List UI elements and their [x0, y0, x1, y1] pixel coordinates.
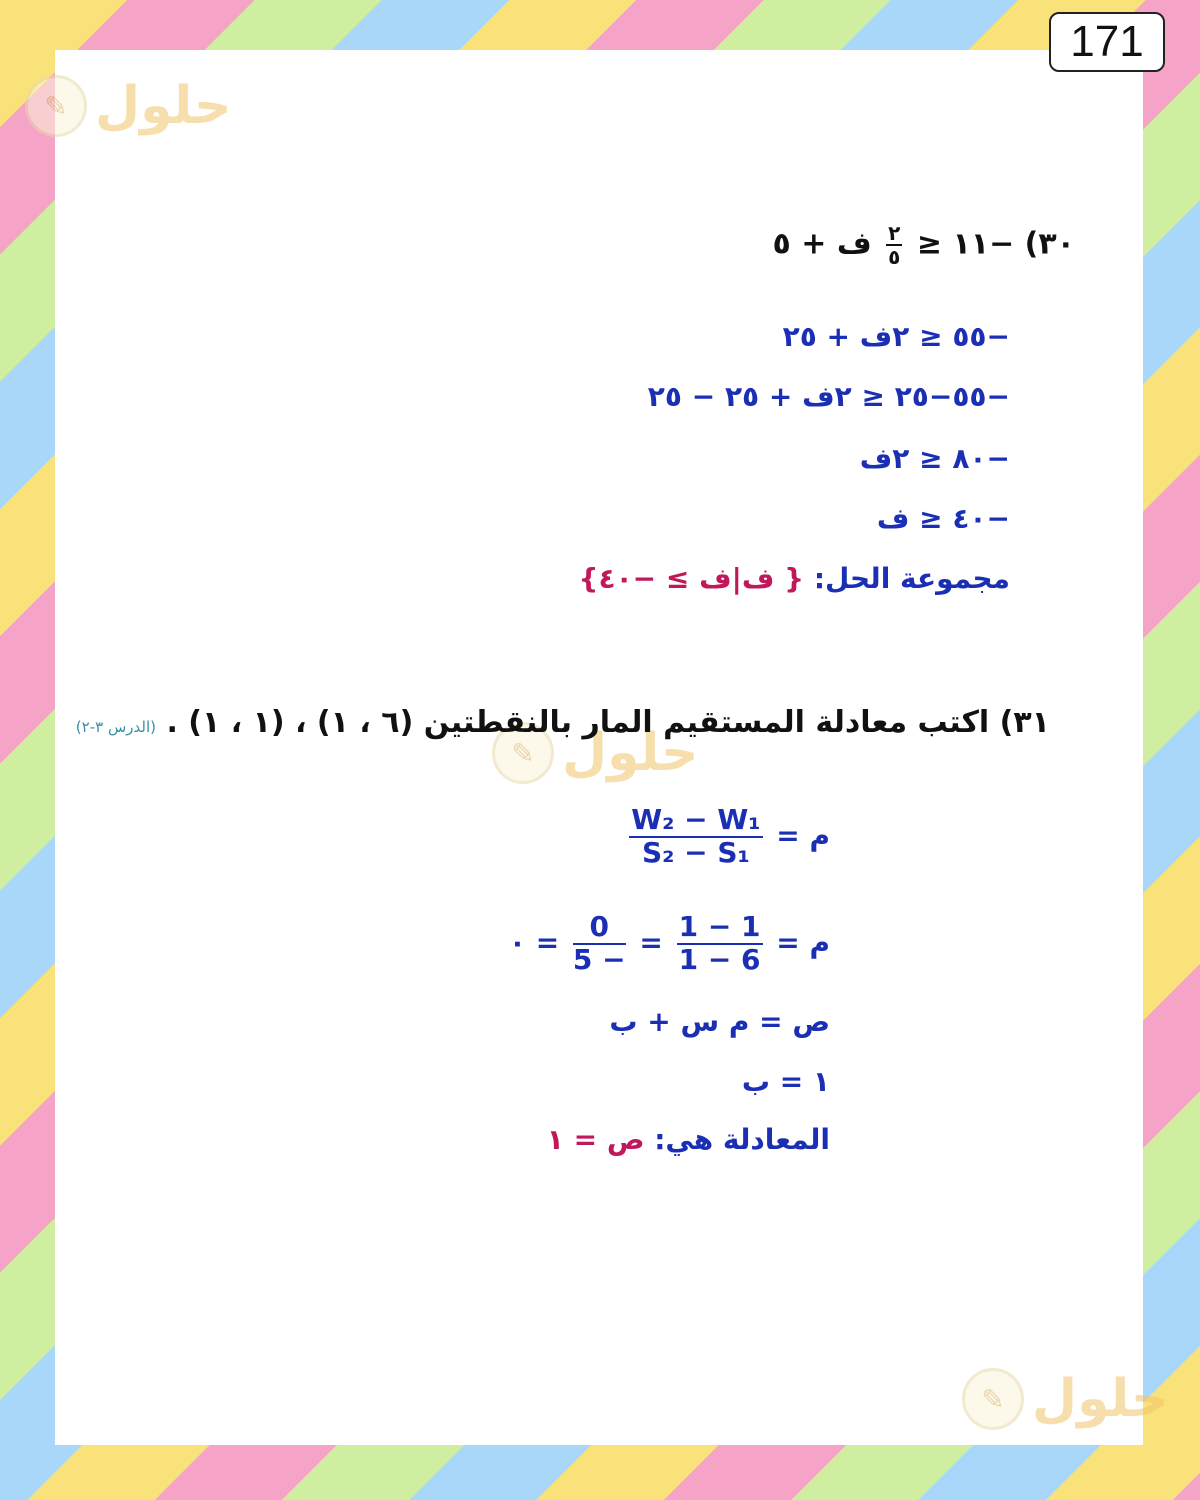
equals-sign: = [639, 925, 663, 959]
q30-rhs: ف + ٥ [772, 226, 872, 262]
q30-step-1: −٥٥ ≤ ٢ف + ٢٥ [782, 320, 1010, 353]
q30-fraction-denominator: ٥ [888, 245, 901, 269]
watermark-logo-bottom [962, 1368, 1168, 1430]
watermark-logo-top [25, 75, 231, 137]
watermark-word: حلول [95, 76, 232, 136]
q31-equation-label: المعادلة هي: [654, 1123, 830, 1156]
q30-fraction [886, 222, 902, 268]
q30-lhs: −١١ ≤ [916, 226, 1015, 262]
q30-solution [579, 562, 1010, 595]
q31-b-value: ١ = ب [741, 1065, 830, 1098]
q31-calc-fraction-1 [677, 912, 763, 976]
q31-calc-fraction-1-num: 1 − 1 [678, 910, 761, 943]
q31-lesson-tag: (الدرس ٣-٢) [75, 718, 156, 736]
q31-equation: ص = ١ [546, 1123, 645, 1156]
q31-calc-fraction-1-den: 1 − 6 [678, 942, 761, 976]
q30-statement [773, 222, 1075, 268]
q30-step-3: −٨٠ ≤ ٢ف [859, 442, 1010, 475]
book-icon: ✎ [492, 722, 554, 784]
q31-statement [76, 705, 1050, 740]
q31-formula-fraction [629, 805, 762, 869]
q30-step-2: −٥٥−٢٥ ≤ ٢ف + ٢٥ − ٢٥ [647, 380, 1010, 413]
q31-line-form: ص = م س + ب [609, 1005, 830, 1038]
q31-label: ٣١) [999, 705, 1050, 740]
watermark-word: حلول [562, 723, 699, 783]
q31-formula-numerator: W₂ − W₁ [631, 803, 761, 836]
q31-final-equation [547, 1123, 830, 1156]
q31-slope-calculation [509, 912, 830, 976]
q31-calc-fraction-2 [573, 912, 626, 976]
q31-text: اكتب معادلة المستقيم المار بالنقطتين (٦ ، ١) ، (١ ، ١) . [166, 705, 990, 740]
q31-calc-fraction-2-den: 5 − [572, 942, 626, 976]
q31-slope-label: م = [776, 818, 830, 852]
watermark-word: حلول [1032, 1369, 1169, 1429]
page-number: 171 [1049, 12, 1165, 72]
q31-slope-formula [625, 805, 830, 869]
q30-label: ٣٠) [1024, 226, 1075, 262]
book-icon: ✎ [962, 1368, 1024, 1430]
q31-calc-fraction-2-num: 0 [573, 912, 626, 945]
q30-step-4: −٤٠ ≤ ف [876, 502, 1010, 535]
book-icon: ✎ [25, 75, 87, 137]
q30-solution-label: مجموعة الحل: [813, 562, 1010, 595]
q30-solution-set: { ف|ف ≥ −٤٠} [578, 562, 805, 595]
q31-calc-result: = ٠ [508, 925, 560, 959]
q31-slope-label-2: م = [776, 925, 830, 959]
q30-fraction-numerator: ٢ [888, 221, 901, 245]
q31-formula-denominator: S₂ − S₁ [641, 835, 750, 869]
